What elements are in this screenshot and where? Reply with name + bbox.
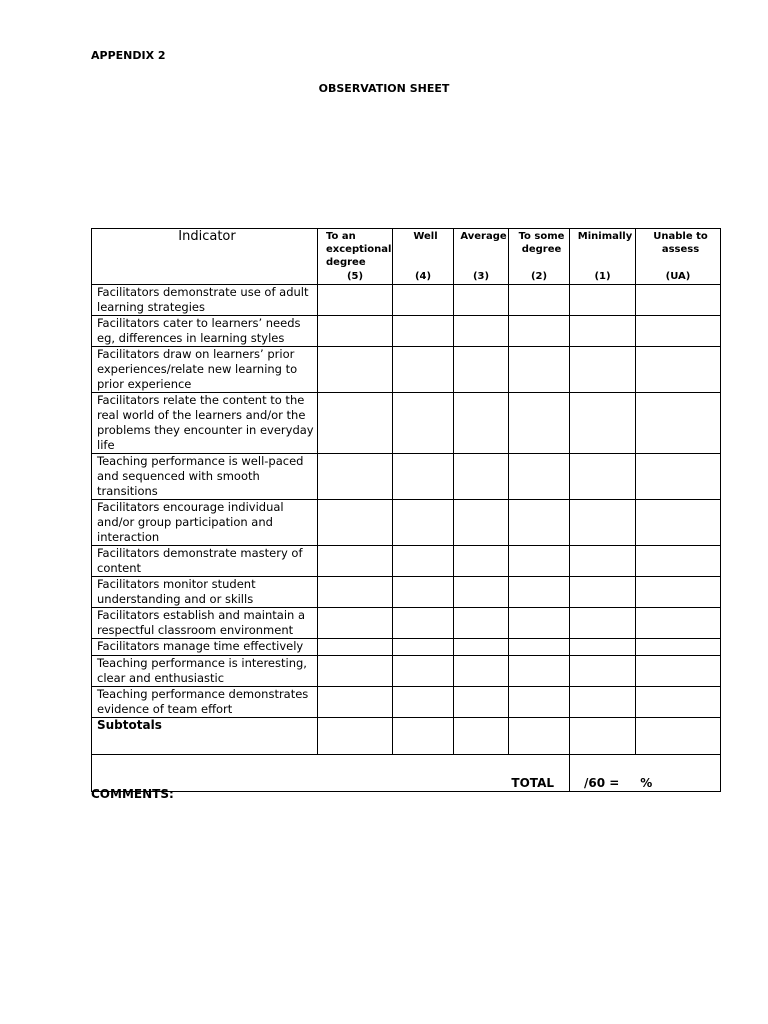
col-header-score: (1) [594,271,611,282]
rating-cell[interactable] [454,500,509,546]
col-header-some-degree [509,229,570,285]
rating-cell[interactable] [570,546,636,577]
indicator-cell: Facilitators demonstrate use of adult learning strategies [92,285,318,316]
rating-cell[interactable] [318,639,393,656]
rating-cell[interactable] [454,285,509,316]
table-row [92,639,721,656]
rating-cell[interactable] [570,577,636,608]
rating-cell[interactable] [570,285,636,316]
table-row [92,500,721,546]
total-value: /60 = % [570,755,721,792]
col-header-minimally [570,229,636,285]
table-row [92,454,721,500]
rating-cell[interactable] [454,454,509,500]
rating-cell[interactable] [570,393,636,454]
rating-cell[interactable] [509,500,570,546]
subtotal-cell[interactable] [509,718,570,755]
subtotal-cell[interactable] [570,718,636,755]
rating-cell[interactable] [509,347,570,393]
rating-cell[interactable] [636,347,721,393]
subtotals-label: Subtotals [92,718,318,755]
rating-cell[interactable] [454,608,509,639]
col-header-score: (4) [414,271,432,282]
rating-cell[interactable] [393,500,454,546]
rating-cell[interactable] [454,639,509,656]
rating-cell[interactable] [454,577,509,608]
total-row [92,755,721,792]
rating-cell[interactable] [636,639,721,656]
comments-label: COMMENTS: [91,787,174,801]
rating-cell[interactable] [570,500,636,546]
col-header-score: (5) [346,271,364,282]
col-header-label: Unable to assess [653,231,708,255]
col-header-label: Average [460,231,507,242]
rating-cell[interactable] [318,546,393,577]
rating-cell[interactable] [509,608,570,639]
rating-cell[interactable] [509,639,570,656]
rating-cell[interactable] [509,656,570,687]
rating-cell[interactable] [318,656,393,687]
rating-cell[interactable] [509,546,570,577]
col-header-score: (3) [472,271,490,282]
rating-cell[interactable] [393,656,454,687]
rating-cell[interactable] [318,285,393,316]
rating-cell[interactable] [318,347,393,393]
rating-cell[interactable] [318,393,393,454]
rating-cell[interactable] [509,393,570,454]
page-title: OBSERVATION SHEET [318,82,450,95]
rating-cell[interactable] [570,347,636,393]
table-row [92,608,721,639]
rating-cell[interactable] [318,454,393,500]
rating-cell[interactable] [570,639,636,656]
table-row [92,546,721,577]
col-header-average [454,229,509,285]
rating-cell[interactable] [570,608,636,639]
rating-cell[interactable] [318,687,393,718]
rating-cell[interactable] [570,316,636,347]
table-row [92,316,721,347]
rating-cell[interactable] [454,656,509,687]
total-label: TOTAL [92,755,570,792]
indicator-cell: Facilitators cater to learners’ needs eg, differences in learning styles [92,316,318,347]
indicator-cell: Facilitators establish and maintain a respectful classroom environment [92,608,318,639]
rating-cell[interactable] [393,393,454,454]
rating-cell[interactable] [636,608,721,639]
indicator-cell: Facilitators relate the content to the real world of the learners and/or the problems they encounter in everyday life [92,393,318,454]
rating-cell[interactable] [636,393,721,454]
rating-cell[interactable] [636,687,721,718]
col-header-unable [636,229,721,285]
rating-cell[interactable] [509,285,570,316]
rating-cell[interactable] [454,546,509,577]
rating-cell[interactable] [318,608,393,639]
subtotal-cell[interactable] [393,718,454,755]
indicator-header: Indicator [92,229,318,285]
rating-cell[interactable] [636,285,721,316]
col-header-label: Minimally [577,231,633,242]
rating-cell[interactable] [570,454,636,500]
table-row [92,687,721,718]
appendix-label: APPENDIX 2 [91,49,166,62]
rating-cell[interactable] [636,546,721,577]
subtotal-cell[interactable] [318,718,393,755]
observation-table [91,228,721,792]
rating-cell[interactable] [636,656,721,687]
rating-cell[interactable] [393,546,454,577]
rating-cell[interactable] [393,608,454,639]
rating-cell[interactable] [636,454,721,500]
rating-cell[interactable] [454,347,509,393]
col-header-score: (UA) [665,271,691,282]
rating-cell[interactable] [393,639,454,656]
rating-cell[interactable] [454,687,509,718]
rating-cell[interactable] [509,577,570,608]
rating-cell[interactable] [318,316,393,347]
col-header-label: To some degree [518,231,565,255]
subtotals-row [92,718,721,755]
table-row [92,393,721,454]
indicator-cell: Teaching performance demonstrates evidence of team effort [92,687,318,718]
table-row [92,577,721,608]
subtotal-cell[interactable] [454,718,509,755]
rating-cell[interactable] [509,687,570,718]
indicator-cell: Facilitators demonstrate mastery of content [92,546,318,577]
indicator-cell: Facilitators encourage individual and/or group participation and interaction [92,500,318,546]
rating-cell[interactable] [454,316,509,347]
col-header-label: To an exceptional degree [326,231,392,268]
indicator-cell: Facilitators draw on learners’ prior experiences/relate new learning to prior experience [92,347,318,393]
indicator-cell: Teaching performance is well-paced and sequenced with smooth transitions [92,454,318,500]
rating-cell[interactable] [393,454,454,500]
rating-cell[interactable] [509,316,570,347]
table-row [92,656,721,687]
rating-cell[interactable] [570,656,636,687]
indicator-cell: Facilitators manage time effectively [92,639,318,656]
col-header-exceptional [318,229,393,285]
rating-cell[interactable] [318,577,393,608]
rating-cell[interactable] [393,577,454,608]
rating-cell[interactable] [393,285,454,316]
subtotal-cell[interactable] [636,718,721,755]
table-row [92,285,721,316]
rating-cell[interactable] [636,316,721,347]
rating-cell[interactable] [509,454,570,500]
rating-cell[interactable] [454,393,509,454]
col-header-label: Well [413,231,438,242]
rating-cell[interactable] [393,316,454,347]
rating-cell[interactable] [636,500,721,546]
col-header-well [393,229,454,285]
rating-cell[interactable] [318,500,393,546]
col-header-score: (2) [530,271,548,282]
rating-cell[interactable] [393,347,454,393]
table-row [92,347,721,393]
rating-cell[interactable] [570,687,636,718]
indicator-cell: Teaching performance is interesting, clear and enthusiastic [92,656,318,687]
rating-cell[interactable] [636,577,721,608]
indicator-cell: Facilitators monitor student understanding and or skills [92,577,318,608]
header-row [92,229,721,285]
rating-cell[interactable] [393,687,454,718]
